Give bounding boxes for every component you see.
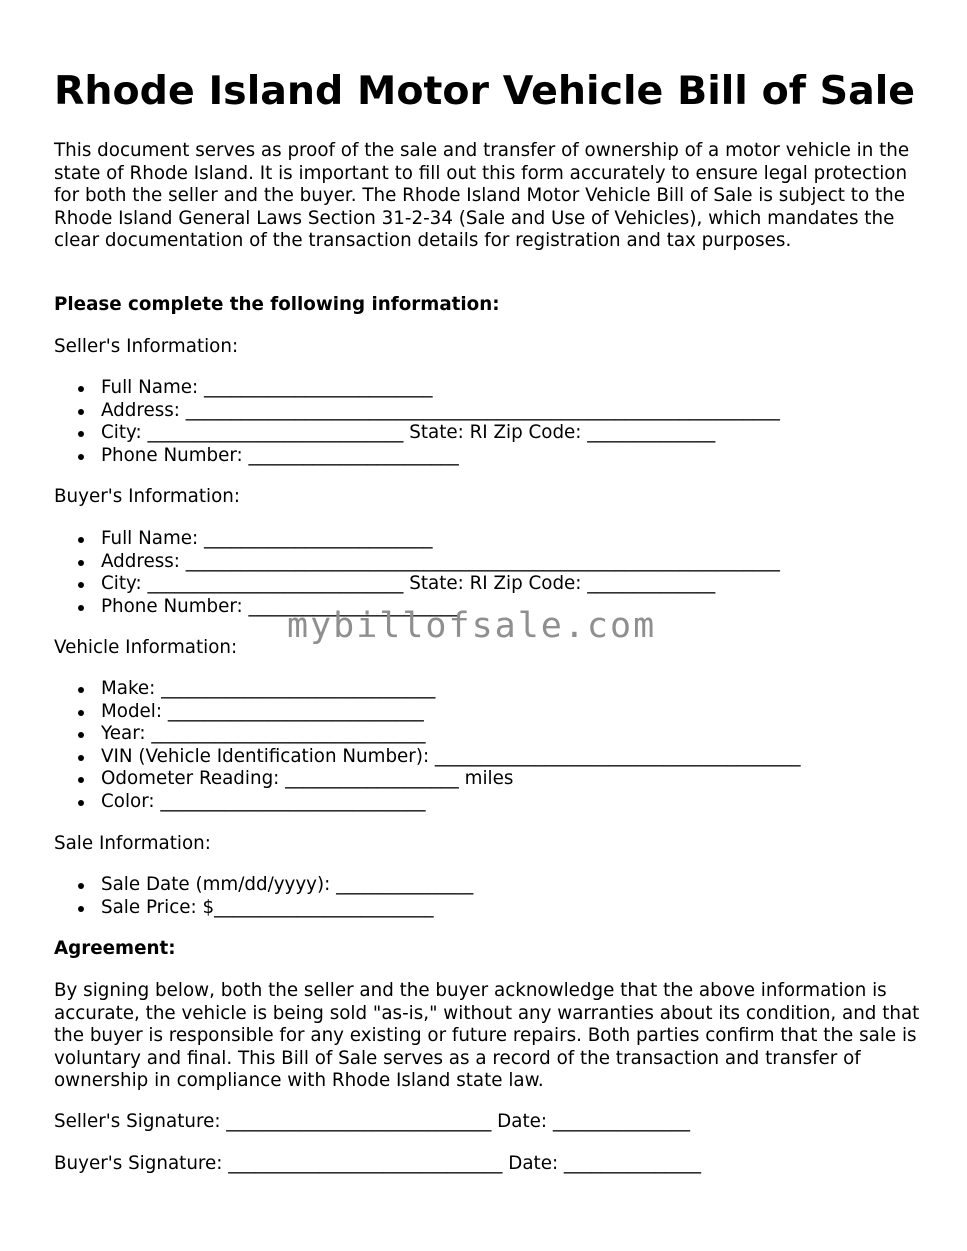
watermark-text: mybillofsale.com [287,606,657,646]
seller-phone-field[interactable]: Phone Number: _______________________ [54,445,780,468]
buyer-city-state-zip-field[interactable]: City: ____________________________ State: RI Zip Code: ______________ [54,573,780,596]
seller-heading: Seller's Information: [54,336,239,357]
instruction-heading: Please complete the following information: [54,294,500,315]
buyer-full-name-field[interactable]: Full Name: _________________________ [54,528,780,551]
vehicle-year-field[interactable]: Year: ______________________________ [54,723,801,746]
vehicle-model-field[interactable]: Model: ____________________________ [54,701,801,724]
buyer-heading: Buyer's Information: [54,486,241,507]
vehicle-odometer-field[interactable]: Odometer Reading: ___________________ miles [54,768,801,791]
seller-fields [54,377,780,467]
buyer-phone-field[interactable]: Phone Number: _______________________ [54,596,780,619]
sale-fields [54,874,473,919]
seller-full-name-field[interactable]: Full Name: _________________________ [54,377,780,400]
vehicle-fields [54,678,801,814]
seller-city-state-zip-field[interactable]: City: ____________________________ State: RI Zip Code: ______________ [54,422,780,445]
vehicle-heading: Vehicle Information: [54,637,238,658]
buyer-signature-line[interactable]: Buyer's Signature: ______________________________ Date: _______________ [54,1153,702,1174]
vehicle-make-field[interactable]: Make: ______________________________ [54,678,801,701]
buyer-fields [54,528,780,618]
vehicle-vin-field[interactable]: VIN (Vehicle Identification Number): ________________________________________ [54,746,801,769]
sale-date-field[interactable]: Sale Date (mm/dd/yyyy): _______________ [54,874,473,897]
agreement-paragraph: By signing below, both the seller and the buyer acknowledge that the above information is accurate, the vehicle is being sold "as-is," without any warranties about its condition, and that the buyer is responsible for any existing or future repairs. Both parties confirm that the sale is voluntary and final. This Bill of Sale serves as a record of the transaction and transfer of ownership in compliance with Rhode Island state law. [54,980,920,1092]
seller-signature-line[interactable]: Seller's Signature: _____________________________ Date: _______________ [54,1111,690,1132]
vehicle-color-field[interactable]: Color: _____________________________ [54,791,801,814]
sale-price-field[interactable]: Sale Price: $________________________ [54,897,473,920]
seller-address-field[interactable]: Address: _________________________________________________________________ [54,400,780,423]
sale-heading: Sale Information: [54,833,211,854]
buyer-address-field[interactable]: Address: _________________________________________________________________ [54,551,780,574]
agreement-heading: Agreement: [54,938,176,959]
page-title: Rhode Island Motor Vehicle Bill of Sale [54,68,916,114]
intro-paragraph: This document serves as proof of the sale and transfer of ownership of a motor vehicle in the state of Rhode Island. It is important to fill out this form accurately to ensure legal protection for both the seller and the buyer. The Rhode Island Motor Vehicle Bill of Sale is subject to the Rhode Island General Laws Section 31-2-34 (Sale and Use of Vehicles), which mandates the clear documentation of the transaction details for registration and tax purposes. [54,140,910,252]
